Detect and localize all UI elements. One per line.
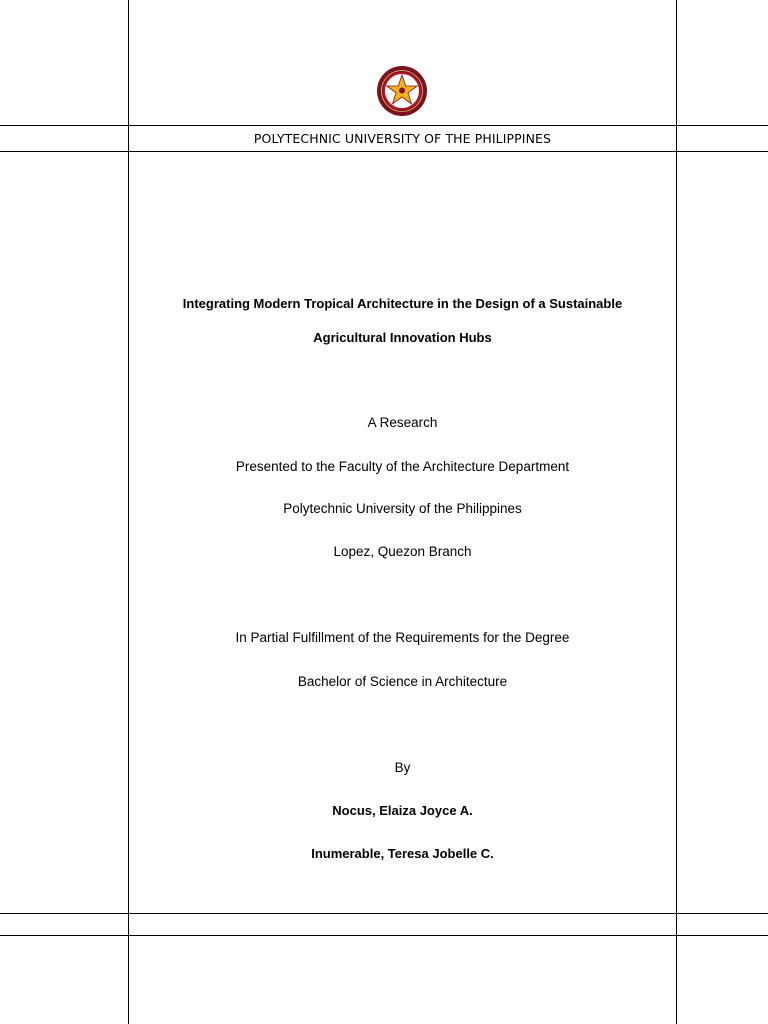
table-border-right <box>676 0 677 1024</box>
degree-name: Bachelor of Science in Architecture <box>297 674 508 689</box>
university-seal-icon <box>376 65 428 117</box>
author-name: Nocus, Elaiza Joyce A. <box>332 803 473 818</box>
by-label: By <box>394 760 411 775</box>
author-name: Inumerable, Teresa Jobelle C. <box>311 846 494 861</box>
branch-name: Lopez, Quezon Branch <box>333 544 472 559</box>
table-border-header-top <box>0 125 768 126</box>
table-border-footer-bottom <box>0 935 768 936</box>
research-title-line-1: Integrating Modern Tropical Architecture in the Design of a Sustainable <box>182 296 623 311</box>
university-name: Polytechnic University of the Philippines <box>283 501 522 516</box>
presented-to: Presented to the Faculty of the Architecture Department <box>235 459 570 474</box>
fulfillment-statement: In Partial Fulfillment of the Requirements for the Degree <box>235 630 570 645</box>
research-title-line-2: Agricultural Innovation Hubs <box>313 330 492 345</box>
table-border-footer-top <box>0 913 768 914</box>
document-type: A Research <box>367 415 438 430</box>
institution-header: POLYTECHNIC UNIVERSITY OF THE PHILIPPINES <box>253 131 552 146</box>
table-border-header-bottom <box>0 151 768 152</box>
